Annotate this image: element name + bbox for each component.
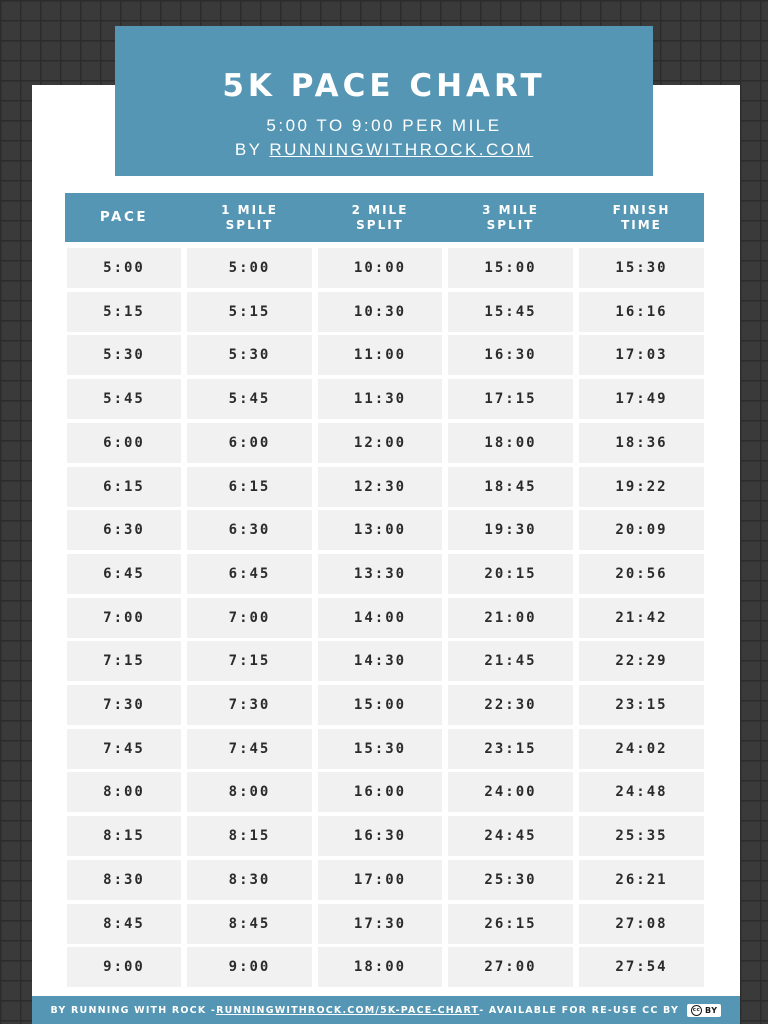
table-cell: 8:15 (67, 816, 181, 856)
table-cell: 18:00 (448, 423, 573, 463)
table-cell: 6:15 (67, 467, 181, 507)
cc-badge-label: BY (705, 1005, 718, 1015)
table-cell: 8:00 (67, 772, 181, 812)
table-cell: 7:15 (67, 641, 181, 681)
table-cell: 9:00 (67, 947, 181, 987)
table-cell: 5:45 (67, 379, 181, 419)
table-cell: 24:45 (448, 816, 573, 856)
table-cell: 15:30 (579, 248, 704, 288)
table-cell: 13:30 (318, 554, 442, 594)
table-cell: 8:15 (187, 816, 312, 856)
table-cell: 25:30 (448, 860, 573, 900)
table-cell: 20:15 (448, 554, 573, 594)
table-cell: 24:48 (579, 772, 704, 812)
table-cell: 13:00 (318, 510, 442, 550)
cc-circle-label: cc (691, 1005, 702, 1016)
table-cell: 6:00 (187, 423, 312, 463)
table-cell: 25:35 (579, 816, 704, 856)
table-cell: 12:00 (318, 423, 442, 463)
table-cell: 8:00 (187, 772, 312, 812)
table-cell: 8:30 (67, 860, 181, 900)
table-cell: 26:15 (448, 904, 573, 944)
footer-bar (32, 996, 740, 1024)
table-cell: 21:45 (448, 641, 573, 681)
table-cell: 14:00 (318, 598, 442, 638)
table-cell: 6:45 (67, 554, 181, 594)
table-cell: 16:00 (318, 772, 442, 812)
column-header-finish-time: FINISH TIME (612, 202, 671, 232)
column-header-2-mile-split: 2 MILE SPLIT (351, 202, 409, 232)
table-cell: 15:45 (448, 292, 573, 332)
table-cell: 11:30 (318, 379, 442, 419)
creative-commons-icon (687, 1004, 721, 1017)
table-cell: 6:15 (187, 467, 312, 507)
table-cell: 7:00 (187, 598, 312, 638)
table-cell: 8:45 (67, 904, 181, 944)
table-cell: 20:09 (579, 510, 704, 550)
table-cell: 16:30 (448, 335, 573, 375)
table-cell: 10:30 (318, 292, 442, 332)
table-cell: 15:00 (448, 248, 573, 288)
byline-prefix: BY (234, 140, 270, 159)
table-cell: 6:30 (187, 510, 312, 550)
table-cell: 17:15 (448, 379, 573, 419)
table-cell: 5:30 (187, 335, 312, 375)
footer-link[interactable]: RUNNINGWITHROCK.COM/5K-PACE-CHART (216, 1004, 480, 1016)
table-cell: 22:30 (448, 685, 573, 725)
table-cell: 11:00 (318, 335, 442, 375)
table-cell: 16:30 (318, 816, 442, 856)
column-header-pace: PACE (99, 209, 149, 225)
table-cell: 7:45 (67, 729, 181, 769)
table-cell: 10:00 (318, 248, 442, 288)
table-cell: 5:30 (67, 335, 181, 375)
table-cell: 6:30 (67, 510, 181, 550)
column-header-1-mile-split: 1 MILE SPLIT (221, 202, 278, 232)
table-cell: 5:15 (187, 292, 312, 332)
table-header (65, 193, 704, 242)
table-cell: 7:30 (187, 685, 312, 725)
table-cell: 6:45 (187, 554, 312, 594)
table-cell: 6:00 (67, 423, 181, 463)
byline (115, 138, 653, 162)
table-cell: 18:00 (318, 947, 442, 987)
table-cell: 17:49 (579, 379, 704, 419)
table-cell: 9:00 (187, 947, 312, 987)
footer-license: - AVAILABLE FOR RE-USE CC BY (479, 1004, 680, 1016)
table-cell: 5:15 (67, 292, 181, 332)
table-cell: 19:30 (448, 510, 573, 550)
table-cell: 23:15 (448, 729, 573, 769)
table-cell: 23:15 (579, 685, 704, 725)
table-cell: 15:30 (318, 729, 442, 769)
table-cell: 14:30 (318, 641, 442, 681)
table-cell: 8:45 (187, 904, 312, 944)
column-header-3-mile-split: 3 MILE SPLIT (482, 202, 539, 232)
table-cell: 17:00 (318, 860, 442, 900)
pace-range-subtitle: 5:00 TO 9:00 PER MILE (266, 116, 502, 135)
table-cell: 12:30 (318, 467, 442, 507)
table-cell: 17:30 (318, 904, 442, 944)
table-cell: 16:16 (579, 292, 704, 332)
table-cell: 19:22 (579, 467, 704, 507)
table-cell: 21:42 (579, 598, 704, 638)
table-cell: 27:00 (448, 947, 573, 987)
page-title: 5K PACE CHART (222, 68, 546, 104)
table-cell: 22:29 (579, 641, 704, 681)
table-cell: 7:45 (187, 729, 312, 769)
table-cell: 24:02 (579, 729, 704, 769)
site-link[interactable]: RUNNINGWITHROCK.COM (269, 140, 534, 159)
title-banner (115, 26, 653, 176)
table-cell: 27:54 (579, 947, 704, 987)
table-cell: 5:00 (187, 248, 312, 288)
footer-credit: BY RUNNING WITH ROCK - (50, 1004, 217, 1016)
table-cell: 5:00 (67, 248, 181, 288)
table-cell: 26:21 (579, 860, 704, 900)
table-cell: 7:15 (187, 641, 312, 681)
table-cell: 21:00 (448, 598, 573, 638)
table-cell: 18:36 (579, 423, 704, 463)
table-cell: 27:08 (579, 904, 704, 944)
table-cell: 8:30 (187, 860, 312, 900)
table-cell: 17:03 (579, 335, 704, 375)
table-cell: 18:45 (448, 467, 573, 507)
table-cell: 5:45 (187, 379, 312, 419)
table-cell: 7:30 (67, 685, 181, 725)
table-cell: 20:56 (579, 554, 704, 594)
table-cell: 24:00 (448, 772, 573, 812)
table-cell: 15:00 (318, 685, 442, 725)
table-cell: 7:00 (67, 598, 181, 638)
